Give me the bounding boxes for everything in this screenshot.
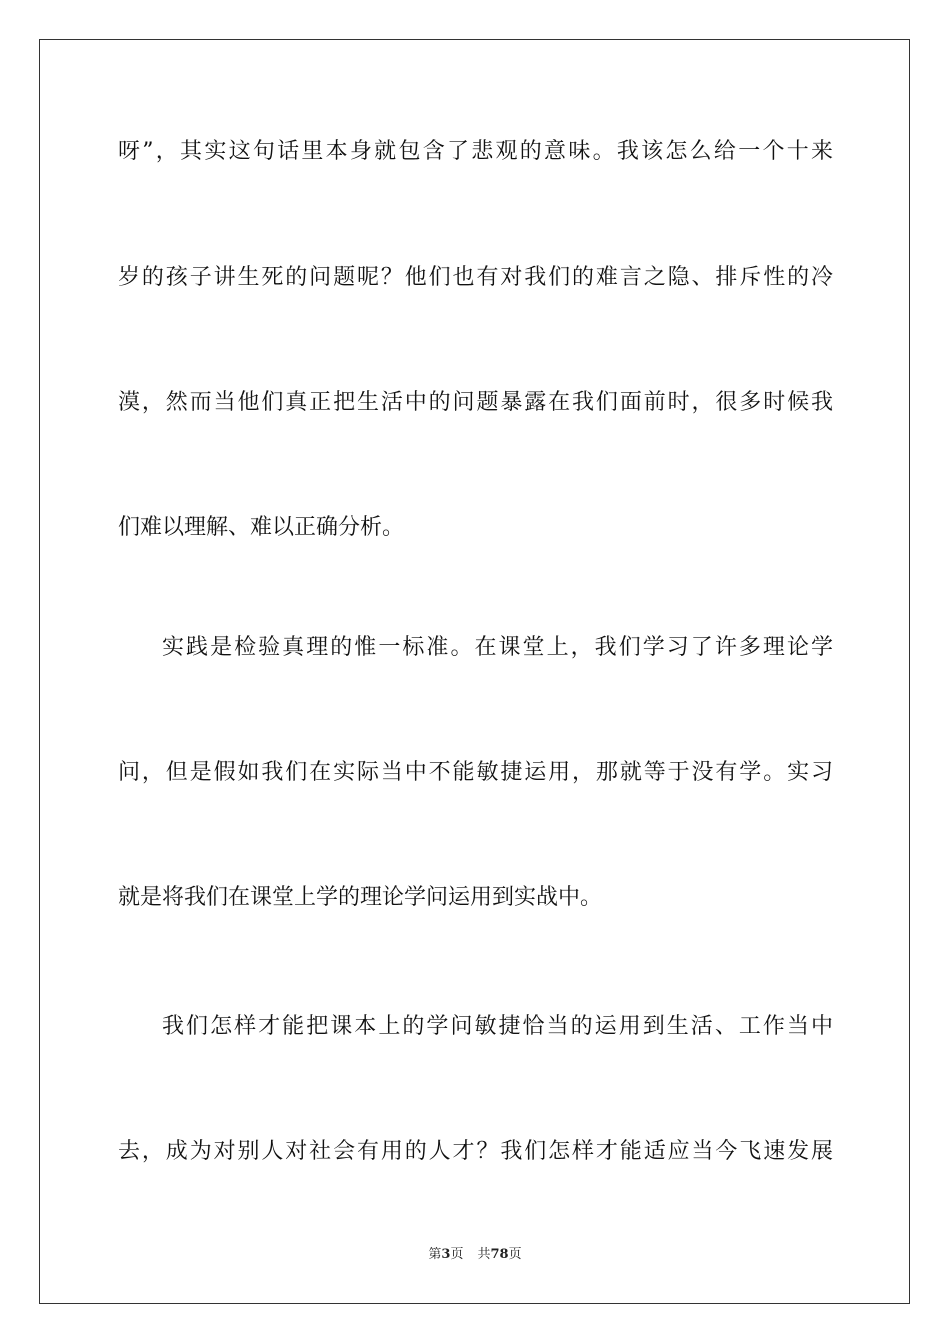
text-line: 漠，然而当他们真正把生活中的问题暴露在我们面前时，很多时候我	[118, 390, 833, 415]
total-prefix: 共	[477, 1247, 491, 1262]
page-footer	[0, 1246, 950, 1264]
text-line: 呀”，其实这句话里本身就包含了悲观的意味。我该怎么给一个十来	[118, 139, 833, 164]
total-pages: 78	[490, 1247, 509, 1262]
page-prefix: 第	[428, 1247, 442, 1262]
text-line: 就是将我们在课堂上学的理论学问运用到实战中。	[118, 885, 603, 910]
page-number: 3	[441, 1247, 451, 1262]
paragraph-first-line: 我们怎样才能把课本上的学问敏捷恰当的运用到生活、工作当中	[162, 1014, 833, 1039]
page-suffix: 页	[450, 1247, 464, 1262]
text-line: 问，但是假如我们在实际当中不能敏捷运用，那就等于没有学。实习	[118, 760, 833, 785]
page-border	[39, 39, 910, 1304]
text-line: 去，成为对别人对社会有用的人才？我们怎样才能适应当今飞速发展	[118, 1139, 833, 1164]
paragraph-first-line: 实践是检验真理的惟一标准。在课堂上，我们学习了许多理论学	[162, 635, 833, 660]
text-line: 岁的孩子讲生死的问题呢？他们也有对我们的难言之隐、排斥性的冷	[118, 265, 833, 290]
total-suffix: 页	[508, 1247, 522, 1262]
text-line: 们难以理解、难以正确分析。	[118, 515, 405, 540]
